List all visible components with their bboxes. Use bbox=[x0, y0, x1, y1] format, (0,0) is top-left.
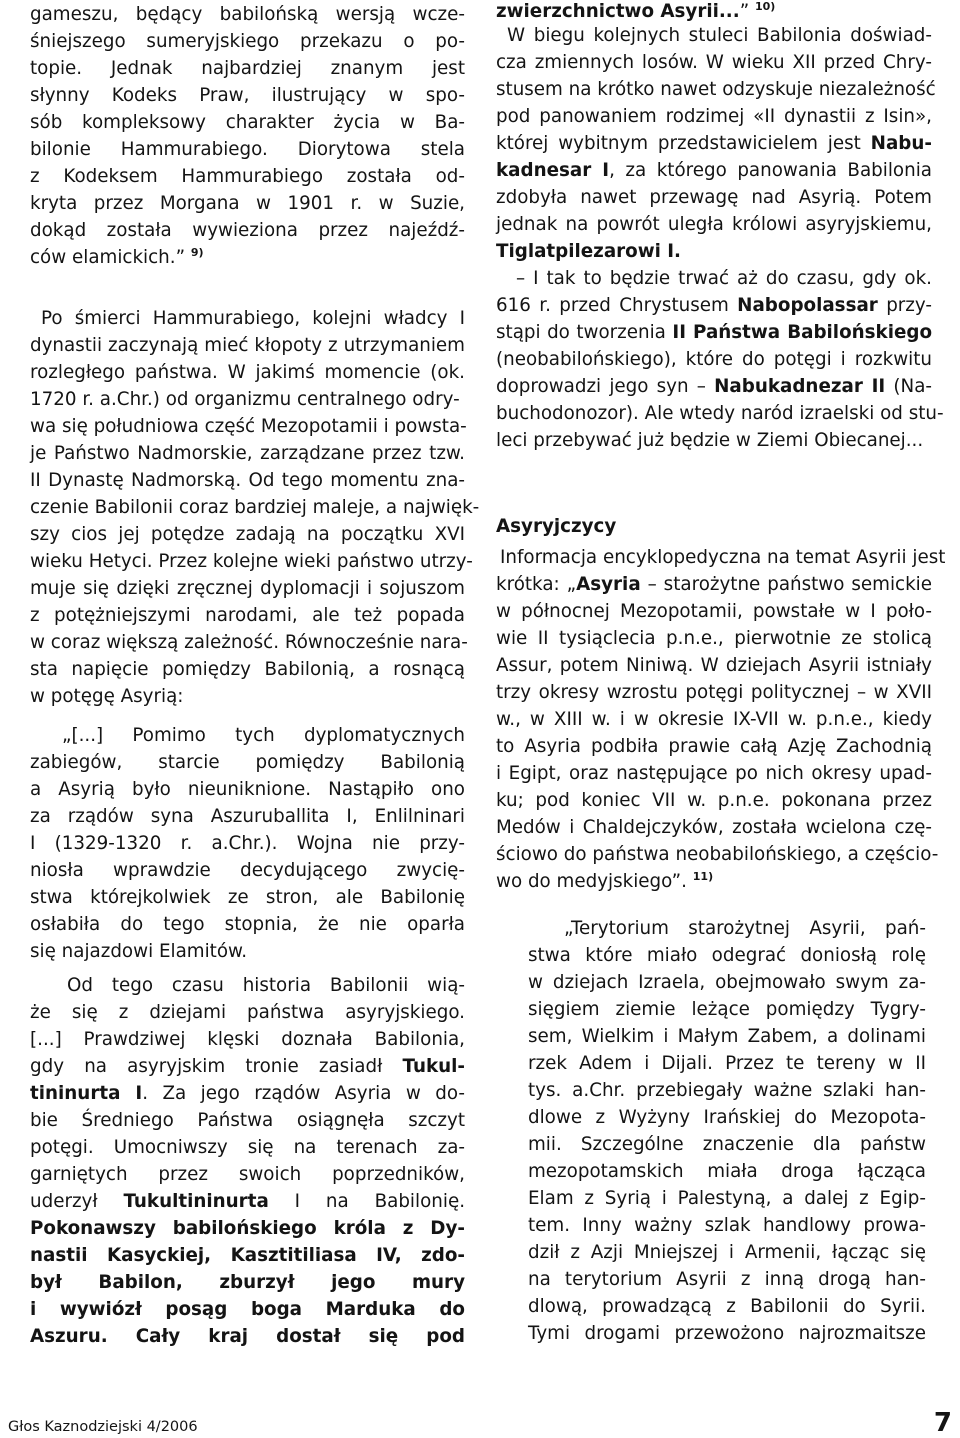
text-line: „[...] Pomimo tych dyplomatycznych bbox=[62, 725, 465, 746]
text-line: tem. Inny ważny szlak handlowy prowa- bbox=[528, 1215, 926, 1236]
text-line: słynny Kodeks Praw, ilustrujący w spo- bbox=[30, 85, 465, 106]
footnote-marker: 11) bbox=[692, 870, 714, 883]
text-line: Aszuru. Cały kraj dostał się pod bbox=[30, 1326, 465, 1347]
text-line: nastii Kasyckiej, Kasztitiliasa IV, zdo- bbox=[30, 1245, 465, 1266]
text-line: trzy okresy wzrostu potęgi politycznej – w XVII bbox=[496, 682, 932, 703]
name-nabukadnesar: kadnesar I bbox=[496, 160, 610, 181]
text-line: w potęgę Asyrią: bbox=[30, 686, 184, 707]
text-line: na terytorium Asyrii z inną drogą han- bbox=[528, 1269, 926, 1290]
text-run: której wybitnym przedstawicielem jest bbox=[496, 133, 861, 154]
text-line: dynastii zaczynają mieć kłopoty z utrzymaniem bbox=[30, 335, 465, 356]
page-number: 7 bbox=[933, 1408, 952, 1438]
text-line: sób kompleksowy charakter życia w Ba- bbox=[30, 112, 465, 133]
text-line: rozległego państwa. W jakimś momencie (ok. bbox=[30, 362, 465, 383]
text-line: dził z Azji Mniejszej i Armenii, łącząc się bbox=[528, 1242, 926, 1263]
text-line: pod panowaniem rodzimej «II dynastii z Isin», bbox=[496, 106, 932, 127]
text-line: [...] Prawdziwej klęski doznała Babilonia, bbox=[30, 1029, 465, 1050]
text-line: muje się dzięki zręcznej dyplomacji i sojuszom bbox=[30, 578, 465, 599]
text-line: mii. Szczególne znaczenie dla państw bbox=[528, 1134, 926, 1155]
text-line: sta napięcie pomiędzy Babilonią, a rosnącą bbox=[30, 659, 465, 680]
text-run: doprowadzi jego syn – bbox=[496, 376, 706, 397]
text-line bbox=[30, 244, 465, 271]
term-asyria: Asyria bbox=[576, 574, 641, 595]
text-line: W biegu kolejnych stuleci Babilonia doświad- bbox=[507, 25, 932, 46]
text-line: bie Średniego Państwa osiągnęła szczyt bbox=[30, 1110, 465, 1131]
text-line: Tiglatpilezarowi I. bbox=[496, 241, 681, 262]
text-line bbox=[496, 868, 932, 895]
text-line: gameszu, będący babilońską wersją wcze- bbox=[30, 4, 465, 25]
text-line: bilonie Hammurabiego. Diorytowa stela bbox=[30, 139, 465, 160]
text-line: Medów i Chaldejczyków, została wcielona czę- bbox=[496, 817, 932, 838]
name-tukultininurta: Tukultininurta bbox=[123, 1191, 269, 1212]
text-line: Po śmierci Hammurabiego, kolejni władcy I bbox=[41, 308, 465, 329]
text-line: i wywiózł posąg boga Marduka do bbox=[30, 1299, 465, 1320]
text-line: Pokonawszy babilońskiego króla z Dy- bbox=[30, 1218, 465, 1239]
text-line: Informacja encyklopedyczna na temat Asyrii jest bbox=[500, 547, 946, 568]
text-line bbox=[496, 571, 932, 598]
text-run: , za którego panowania Babilonia bbox=[609, 160, 932, 181]
text-run: I na Babilonię. bbox=[294, 1191, 465, 1212]
text-line: i Egipt, oraz następujące po nich okresy upad- bbox=[496, 763, 932, 784]
text-line: zabiegów, starcie pomiędzy Babilonią bbox=[30, 752, 465, 773]
text-run: krótka: „ bbox=[496, 574, 577, 595]
text-line: garniętych przez swoich poprzedników, bbox=[30, 1164, 465, 1185]
text-line: zdobyła nawet przewagę nad Asyrią. Potem bbox=[496, 187, 932, 208]
text-line: śniejszego sumeryjskiego przekazu o po- bbox=[30, 31, 465, 52]
text-run: stąpi do tworzenia bbox=[496, 322, 666, 343]
text-line: ku; pod koniec VII w. p.n.e. pokonana przez bbox=[496, 790, 932, 811]
text-line bbox=[496, 130, 932, 157]
text-line bbox=[30, 1188, 465, 1215]
text-run: . Za jego rządów Asyria w do- bbox=[142, 1083, 465, 1104]
text-line: w północnej Mezopotamii, powstałe w I poło- bbox=[496, 601, 932, 622]
text-line: rzek Adem i Dijali. Przez te tereny w II bbox=[528, 1053, 926, 1074]
text-line: 1720 r. a.Chr.) od organizmu centralnego odry- bbox=[30, 389, 460, 410]
name-ii-panstwo-babilonskie: II Państwa Babilońskiego bbox=[672, 322, 933, 343]
text-line: tys. a.Chr. przebiegały ważne szlaki han- bbox=[528, 1080, 926, 1101]
text-line: był Babilon, zburzył jego mury bbox=[30, 1272, 465, 1293]
text-line: sięgiem ziemie leżące pomiędzy Tygry- bbox=[528, 999, 926, 1020]
text-line: jednak na powrót uległa królowi asyryjskiemu, bbox=[496, 214, 932, 235]
text-line: wieku Hetyci. Przez kolejne wieki państwo utrzy- bbox=[30, 551, 473, 572]
text-line: się najazdowi Elamitów. bbox=[30, 941, 248, 962]
text-run: 616 r. przed Chrystusem bbox=[496, 295, 729, 316]
text-line: wie II tysiąclecia p.n.e., pierwotnie ze stolicą bbox=[496, 628, 932, 649]
footnote-marker: 9) bbox=[190, 246, 204, 259]
name-tukultininurta: tininurta I bbox=[30, 1083, 143, 1104]
text-line: wa się południowa część Mezopotamii i powsta- bbox=[30, 416, 467, 437]
text-line: stwa którejkolwiek ze stron, ale Babilonię bbox=[30, 887, 465, 908]
text-line: cza zmiennych losów. W wieku XII przed Chry- bbox=[496, 52, 932, 73]
quote-end: ców elamickich.” bbox=[30, 247, 186, 268]
text-line: z Kodeksem Hammurabiego została od- bbox=[30, 166, 465, 187]
name-nabopolassar: Nabopolassar bbox=[737, 295, 878, 316]
name-tukultininurta: Tukul- bbox=[402, 1056, 465, 1077]
text-line: je Państwo Nadmorskie, zarządzane przez tzw. bbox=[30, 443, 465, 464]
text-line: mezopotamskich miała droga łącząca bbox=[528, 1161, 926, 1182]
text-line: niosła wprawdzie decydującego zwycię- bbox=[30, 860, 465, 881]
text-line: II Dynastę Nadmorską. Od tego momentu zna- bbox=[30, 470, 465, 491]
text-line bbox=[496, 373, 932, 400]
text-line: Elam z Syrią i Palestyną, a dalej z Egip- bbox=[528, 1188, 926, 1209]
name-nabukadnezar: Nabukadnezar II bbox=[714, 376, 886, 397]
text-line: w dziejach Izraela, obejmowało swym za- bbox=[528, 972, 926, 993]
text-line: – I tak to będzie trwać aż do czasu, gdy ok. bbox=[516, 268, 932, 289]
text-line: osłabiła do tego stopnia, że nie oparła bbox=[30, 914, 465, 935]
text-run: gdy na asyryjskim tronie zasiadł bbox=[30, 1056, 383, 1077]
text-line: Od tego czasu historia Babilonii wią- bbox=[67, 975, 465, 996]
text-line: potęgi. Umocniwszy się na terenach za- bbox=[30, 1137, 465, 1158]
text-line: leci przebywać już będzie w Ziemi Obiecanej... bbox=[496, 430, 924, 451]
text-line: topie. Jednak najbardziej znanym jest bbox=[30, 58, 465, 79]
text-line: szy cios jej potędze zadają na początku XVI bbox=[30, 524, 465, 545]
text-run: (Na- bbox=[893, 376, 932, 397]
text-line bbox=[30, 1080, 465, 1107]
text-line: czenie Babilonii coraz bardziej maleje, a najwięk- bbox=[30, 497, 480, 518]
text-line: w coraz większą zależność. Równocześnie nara- bbox=[30, 632, 468, 653]
text-line: dlową, prowadzącą z Babilonii do Syrii. bbox=[528, 1296, 926, 1317]
text-line: kryta przez Morgana w 1901 r. w Suzie, bbox=[30, 193, 465, 214]
text-line: za rządów syna Aszuruballita I, Enlilninari bbox=[30, 806, 465, 827]
text-line bbox=[496, 319, 932, 346]
text-line: Assur, potem Niniwą. W dziejach Asyrii istniały bbox=[496, 655, 932, 676]
text-line bbox=[30, 1053, 465, 1080]
text-run: wo do medyjskiego”. bbox=[496, 871, 687, 892]
text-line: ściowo do państwa neobabilońskiego, a częścio- bbox=[496, 844, 939, 865]
text-line: I (1329-1320 r. a.Chr.). Wojna nie przy- bbox=[30, 833, 465, 854]
text-line: „Terytorium starożytnej Asyrii, pań- bbox=[564, 918, 926, 939]
text-line: w., w XIII w. i w okresie IX-VII w. p.n.e., kiedy bbox=[496, 709, 932, 730]
text-run: – starożytne państwo semickie bbox=[647, 574, 933, 595]
text-line: a Asyrią było nieuniknione. Nastąpiło ono bbox=[30, 779, 465, 800]
text-line: dlowe z Wyżyny Irańskiej do Mezopota- bbox=[528, 1107, 926, 1128]
text-line: stusem na krótko nawet odzyskuje niezależność bbox=[496, 79, 936, 100]
text-line: Tymi drogami przewożono najrozmaitsze bbox=[528, 1323, 926, 1344]
publication-footer: Głos Kaznodziejski 4/2006 bbox=[8, 1419, 198, 1435]
name-nabukadnesar: Nabu- bbox=[870, 133, 932, 154]
text-line: buchodonozor). Ale wtedy naród izraelski od stu- bbox=[496, 403, 944, 424]
text-line: z potężniejszymi narodami, ale też popada bbox=[30, 605, 465, 626]
text-line bbox=[496, 292, 932, 319]
section-heading: Asyryjczycy bbox=[496, 516, 617, 537]
quote-mark: ” bbox=[739, 1, 750, 22]
text-line: że się z dziejami państwa asyryjskiego. bbox=[30, 1002, 465, 1023]
text-run: uderzył bbox=[30, 1191, 98, 1212]
text-line: to Asyria podbiła prawie całą Azję Zachodnią bbox=[496, 736, 932, 757]
text-line: dokąd została wywieziona przez najeźdź- bbox=[30, 220, 465, 241]
text-line bbox=[496, 157, 932, 184]
footnote-marker: 10) bbox=[755, 0, 776, 13]
text-line: stwa które miało odegrać doniosłą rolę bbox=[528, 945, 926, 966]
text-run: przy- bbox=[886, 295, 932, 316]
text-line: sem, Wielkim i Małym Zabem, a dolinami bbox=[528, 1026, 926, 1047]
text-line: (neobabilońskiego), które do potęgi i rozkwitu bbox=[496, 349, 932, 370]
text-run: zwierzchnictwo Asyrii... bbox=[496, 1, 740, 22]
